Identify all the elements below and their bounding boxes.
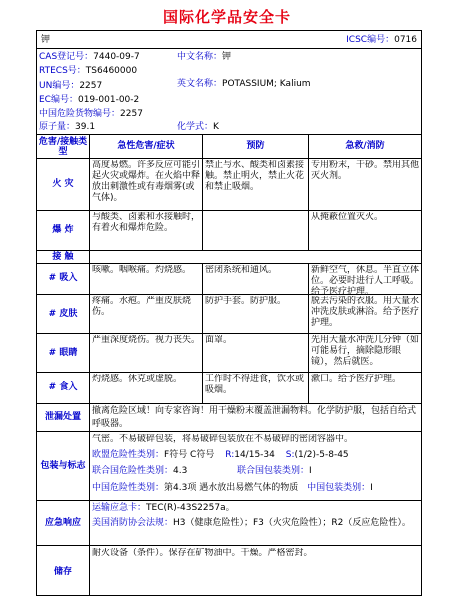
row-label-spill: 泄漏处置 (44, 412, 81, 422)
eyes-prevention: 面罩。 (205, 335, 233, 345)
formula-value: K (213, 122, 219, 132)
chemical-name: 钾 (41, 35, 51, 45)
en-name-value: POTASSIUM; Kalium (222, 79, 311, 89)
transport-card-label: 运输应急卡： (92, 503, 147, 513)
storage-text: 耐火设备（条件）。保存在矿物油中。干燥。严格密封。 (92, 548, 313, 558)
explosion-symptoms: 与酸类、卤素和水接触时，有着火和爆炸危险。 (92, 212, 200, 233)
row-label-explosion: 爆 炸 (52, 225, 74, 235)
header-symptoms: 急性危害/症状 (117, 141, 175, 151)
ec-value: 019-001-00-2 (77, 95, 140, 105)
transport-card-value: TEC(R)-43S2257a。 (146, 503, 235, 513)
safety-card (36, 30, 422, 596)
formula-label: 化学式： (177, 122, 214, 132)
divider (37, 48, 421, 49)
row-label-contact: 接 触 (52, 252, 74, 262)
pack-line1: 气密。不易破碎包装，将易破碎包装放在不易破碎的密闭容器中。 (92, 434, 354, 444)
eyes-firstaid: 先用大量水冲洗几分钟（如可能易行，摘除隐形眼镜），然后就医。 (311, 335, 419, 367)
inhalation-symptoms: 咳嗽。咽喉痛。灼烧感。 (92, 265, 192, 275)
atomic-weight-value: 39.1 (75, 122, 96, 132)
un-class-label: 联合国危险性类别： (92, 466, 174, 476)
rtecs-value: TS6460000 (85, 66, 138, 76)
icsc-label: ICSC编号： (346, 35, 395, 45)
fire-symptoms: 高度易燃。许多反应可能引起火灾或爆炸。在火焰中释放出刺激性或有毒烟雾(或气体)。 (92, 160, 200, 203)
cas-value: 7440-09-7 (93, 52, 140, 62)
icsc-number (346, 35, 417, 46)
nfpa-label: 美国消防协会法规： (92, 518, 174, 528)
inhalation-firstaid: 新鲜空气，休息。半直立体位。必要时进行人工呼吸。给予医疗护理。 (311, 265, 419, 297)
un-class-value: 4.3 (173, 466, 188, 476)
ingestion-firstaid: 漱口。给予医疗护理。 (311, 374, 402, 384)
cn-class-label: 中国危险性类别： (92, 483, 165, 493)
explosion-firstaid: 从掩蔽位置灭火。 (311, 212, 384, 222)
s-phrase-label: S: (285, 450, 295, 460)
eyes-symptoms: 严重深度烧伤。视力丧失。 (92, 335, 200, 345)
header-prevention: 预防 (246, 141, 265, 151)
cn-class-value: 第4.3项 遇水放出易燃气体的物质 (164, 483, 299, 493)
icsc-value: 0716 (394, 35, 417, 45)
row-label-storage: 储存 (53, 567, 72, 577)
row-label-packaging: 包装与标志 (40, 461, 86, 471)
row-label-ingestion: # 食入 (48, 382, 78, 392)
header-type: 危害/接触类型 (38, 137, 88, 157)
cn-name-label: 中文名称： (177, 52, 223, 62)
skin-symptoms: 疼痛。水疱。严重皮肤烧伤。 (92, 296, 192, 317)
card-title: 国际化学品安全卡 (162, 8, 291, 26)
cn-number-label: 中国危险货物编号： (39, 109, 121, 119)
eu-class-label: 欧盟危险性类别： (92, 450, 165, 460)
row-label-eyes: # 眼睛 (48, 348, 78, 358)
r-phrase-label: R: (225, 450, 235, 460)
row-label-emergency: 应急响应 (44, 518, 81, 528)
nfpa-value: H3（健康危险性）；F3（火灾危险性）；R2（反应危险性）。 (173, 518, 411, 528)
spill-text: 撤离危险区域！向专家咨询！用干燥粉末覆盖泄漏物料。化学防护服，包括自给式呼吸器。 (92, 406, 417, 429)
nfpa-text (92, 517, 418, 530)
row-label-fire: 火 灾 (52, 179, 74, 189)
cn-name-value: 钾 (222, 52, 232, 62)
r-phrase-value: 14/15-34 (234, 450, 275, 460)
rtecs-label: RTECS号： (39, 66, 86, 76)
ingestion-symptoms: 灼烧感。休克或虚脱。 (92, 374, 183, 384)
inhalation-prevention: 密闭系统和通风。 (205, 265, 278, 275)
fire-firstaid: 专用粉末，干砂。禁用其他灭火剂。 (311, 160, 419, 181)
skin-firstaid: 脱去污染的衣服。用大量水冲洗皮肤或淋浴。给予医疗护理。 (311, 296, 419, 328)
un-label: UN编号： (39, 81, 80, 91)
row-label-inhalation: # 吸入 (48, 273, 78, 283)
header-firstaid: 急救/消防 (345, 141, 385, 151)
un-value: 2257 (79, 81, 103, 91)
cn-pack-value: I (370, 483, 373, 493)
cn-number-value: 2257 (120, 109, 143, 119)
en-name-label: 英文名称： (177, 79, 223, 89)
cn-pack-label: 中国包装类别： (307, 483, 371, 493)
atomic-weight-label: 原子量： (39, 122, 76, 132)
un-pack-label: 联合国包装类别： (237, 466, 310, 476)
fire-prevention: 禁止与水、酸类和卤素接触。禁止明火，禁止火花和禁止吸烟。 (205, 160, 305, 192)
un-pack-value: I (309, 466, 312, 476)
ingestion-prevention: 工作时不得进食，饮水或吸烟。 (205, 374, 305, 395)
ec-label: EC编号： (39, 95, 78, 105)
cas-label: CAS登记号： (39, 52, 94, 62)
eu-class-value: F符号 C符号 (164, 450, 215, 460)
row-label-skin: # 皮肤 (48, 309, 78, 319)
skin-prevention: 防护手套。防护服。 (205, 296, 287, 306)
s-phrase-value: (1/2)-5-8-45 (294, 450, 349, 460)
